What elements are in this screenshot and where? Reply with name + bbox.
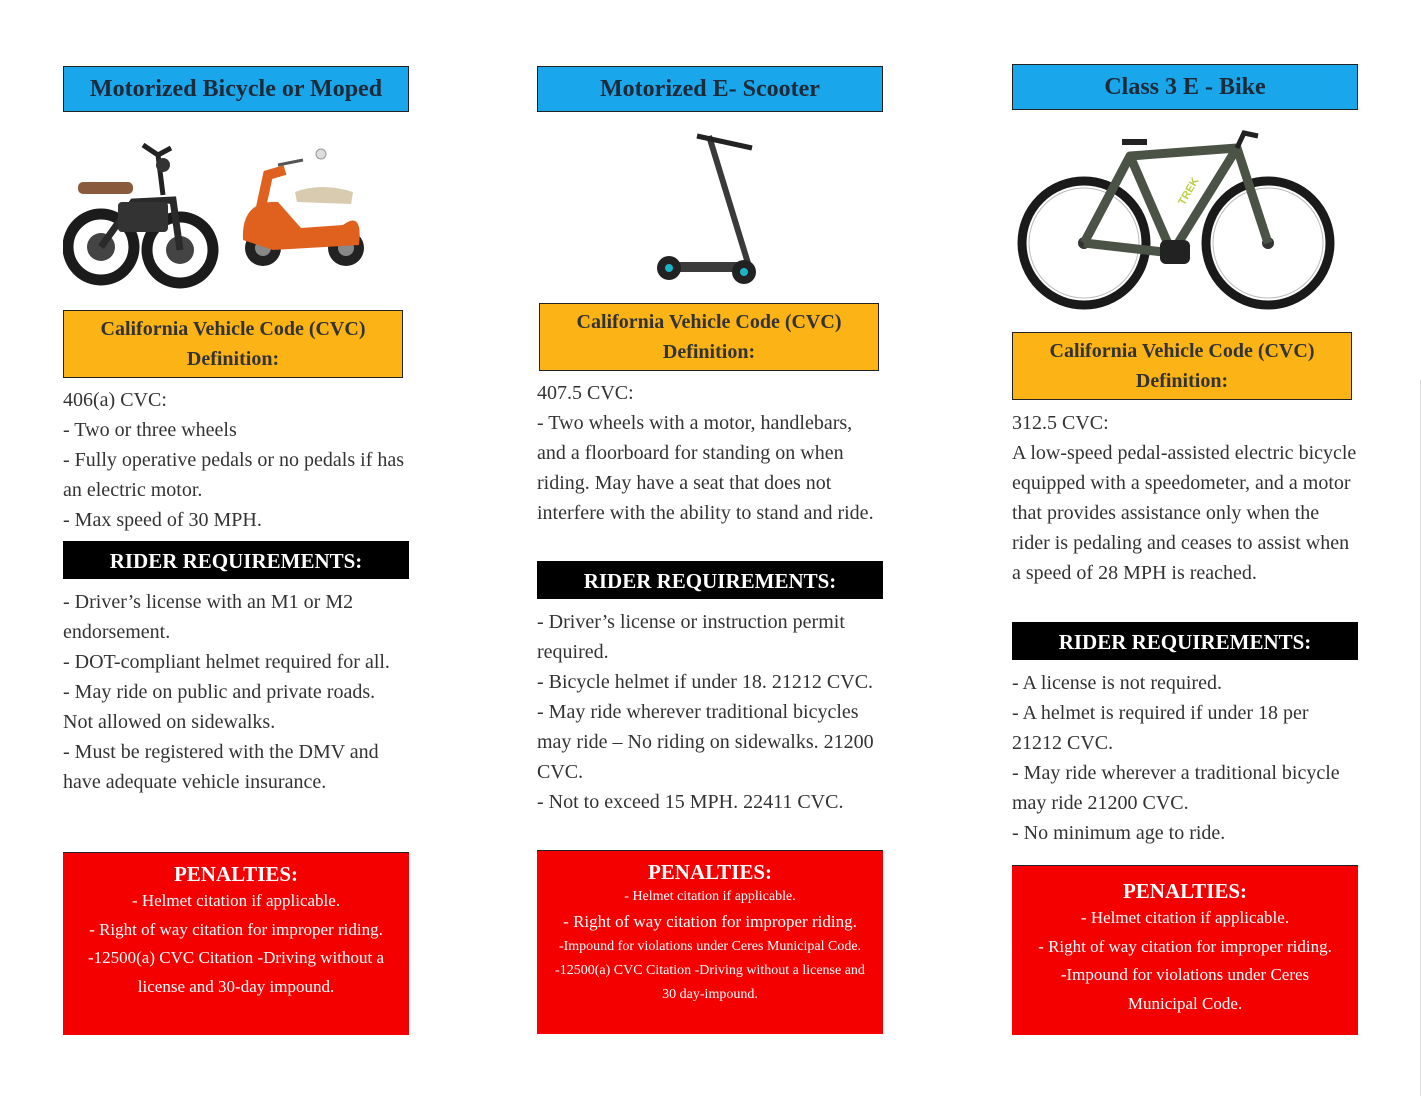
penalty-line: - Helmet citation if applicable. — [624, 889, 796, 904]
rider-requirements-header: RIDER REQUIREMENTS: — [63, 541, 409, 579]
definition-text — [537, 378, 883, 528]
penalty-line: -Impound for violations under Ceres Municipal Code. — [558, 939, 862, 954]
rider-requirements-header: RIDER REQUIREMENTS: — [537, 561, 883, 599]
definition-header-line: California Vehicle Code (CVC) — [100, 318, 366, 340]
penalties-header: PENALTIES: — [647, 860, 773, 884]
definition-line: 407.5 CVC: — [537, 382, 634, 404]
penalty-line: - Helmet citation if applicable. — [131, 891, 341, 910]
definition-header-box — [63, 310, 403, 378]
penalty-line: - Right of way citation for improper riding. — [89, 919, 383, 939]
e-scooter-illustration — [537, 128, 883, 290]
penalty-line: - Helmet citation if applicable. — [1080, 908, 1290, 927]
requirement-line: - Driver’s license with an M1 or M2 endorsement. — [63, 591, 354, 643]
requirement-line: - Must be registered with the DMV and have adequate vehicle insurance. — [63, 741, 379, 793]
e-bike-illustration — [1012, 128, 1358, 313]
definition-line: - Two wheels with a motor, handlebars, and a floorboard for standing on when riding. May have a seat that does not interfere with the ability to stand and ride. — [537, 412, 874, 524]
e-moped-bike-illustration — [63, 130, 409, 295]
moped-images — [63, 130, 409, 295]
column-title: Motorized E- Scooter — [537, 66, 883, 112]
definition-header-box — [1012, 332, 1352, 400]
requirement-line: - Not to exceed 15 MPH. 22411 CVC. — [537, 791, 844, 813]
requirement-line: - A helmet is required if under 18 per 21212 CVC. — [1012, 702, 1309, 754]
trek-logo: TREK — [1176, 175, 1202, 208]
penalties-header: PENALTIES: — [1122, 879, 1248, 903]
rider-requirements-text — [63, 587, 409, 797]
definition-text — [1012, 408, 1358, 588]
definition-line: A low-speed pedal-assisted electric bicycle equipped with a speedometer, and a motor that provides assistance only when the rider is pedaling and ceases to assist when a speed of 28 MPH is reached. — [1012, 442, 1357, 584]
column-title: Class 3 E - Bike — [1012, 64, 1358, 110]
rider-requirements-header: RIDER REQUIREMENTS: — [1012, 622, 1358, 660]
definition-line: 312.5 CVC: — [1012, 412, 1109, 434]
scooter-image — [537, 128, 883, 290]
penalties-box — [63, 852, 409, 1035]
definition-line: - Fully operative pedals or no pedals if has an electric motor. — [63, 449, 405, 501]
requirement-line: - May ride wherever a traditional bicycle may ride 21200 CVC. — [1012, 762, 1340, 814]
requirement-line: - Driver’s license or instruction permit required. — [537, 611, 845, 663]
requirement-line: - May ride wherever traditional bicycles may ride – No riding on sidewalks. 21200 CVC. — [537, 701, 874, 783]
definition-header-line: Definition: — [662, 341, 756, 363]
definition-line: - Max speed of 30 MPH. — [63, 509, 262, 531]
definition-header-line: California Vehicle Code (CVC) — [1049, 340, 1315, 362]
requirement-line: - May ride on public and private roads. Not allowed on sidewalks. — [63, 681, 376, 733]
definition-line: 406(a) CVC: — [63, 389, 167, 411]
penalty-line: - Right of way citation for improper riding. — [563, 912, 857, 931]
penalties-box — [1012, 865, 1358, 1035]
definition-line: - Two or three wheels — [63, 419, 237, 441]
definition-header-box — [539, 303, 879, 371]
definition-header-line: California Vehicle Code (CVC) — [576, 311, 842, 333]
definition-header-line: Definition: — [1135, 370, 1229, 392]
penalty-line: -12500(a) CVC Citation -Driving without a license and 30-day impound. — [87, 948, 385, 996]
definition-text — [63, 385, 409, 535]
penalties-box — [537, 850, 883, 1034]
penalty-line: - Right of way citation for improper riding. — [1038, 936, 1332, 956]
definition-header-line: Definition: — [186, 348, 280, 370]
requirement-line: - DOT-compliant helmet required for all. — [63, 651, 390, 673]
ebike-image — [1012, 128, 1358, 313]
rider-requirements-text — [537, 607, 883, 817]
penalty-line: -Impound for violations under Ceres Municipal Code. — [1060, 965, 1310, 1013]
requirement-line: - Bicycle helmet if under 18. 21212 CVC. — [537, 671, 874, 693]
rider-requirements-text — [1012, 668, 1358, 848]
requirement-line: - No minimum age to ride. — [1012, 822, 1226, 844]
penalties-header: PENALTIES: — [173, 862, 299, 886]
column-title: Motorized Bicycle or Moped — [63, 66, 409, 112]
penalty-line: -12500(a) CVC Citation -Driving without a license and 30 day-impound. — [555, 963, 865, 1002]
requirement-line: - A license is not required. — [1012, 672, 1222, 694]
